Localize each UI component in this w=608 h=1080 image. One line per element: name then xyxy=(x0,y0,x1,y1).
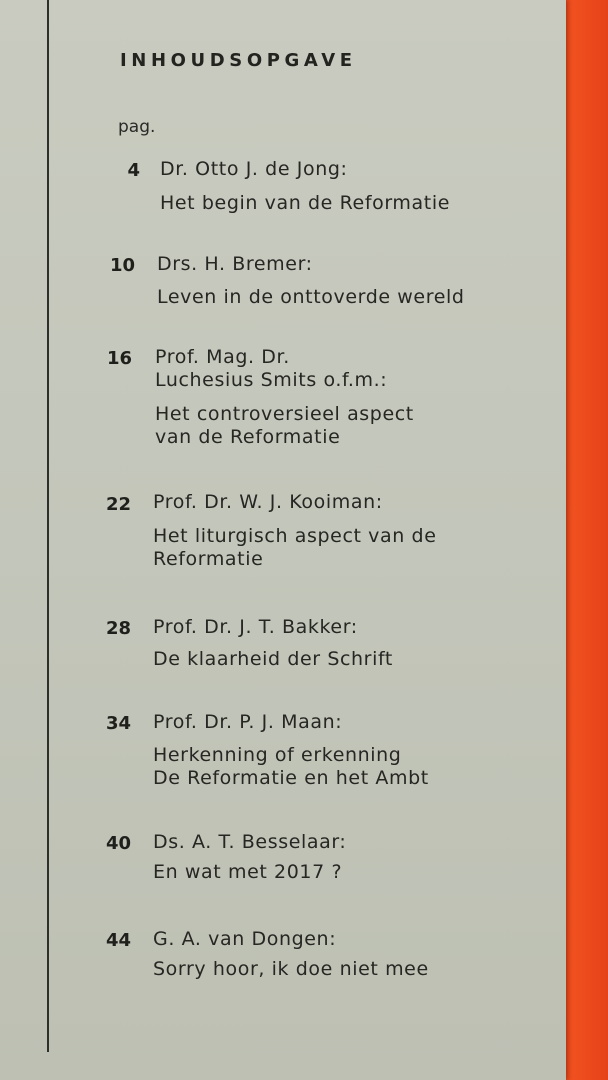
page-title: INHOUDSOPGAVE xyxy=(120,50,357,71)
page-number: 4 xyxy=(127,160,140,181)
margin-rule xyxy=(47,0,49,1052)
entry-author: Drs. H. Bremer: xyxy=(157,253,313,275)
entry-author: Dr. Otto J. de Jong: xyxy=(160,158,348,180)
entry-author: Prof. Dr. J. T. Bakker: xyxy=(153,616,358,638)
entry-title-line: Reformatie xyxy=(153,548,264,570)
page-number: 40 xyxy=(105,833,131,854)
entry-author: Prof. Mag. Dr. xyxy=(155,346,290,368)
page-column-label: pag. xyxy=(118,117,156,137)
entry-author: G. A. van Dongen: xyxy=(153,928,337,950)
entry-title-line: Het controversieel aspect xyxy=(155,403,414,425)
entry-title-line: De klaarheid der Schrift xyxy=(153,648,393,670)
page-number: 44 xyxy=(105,930,131,951)
entry-title-line: Leven in de onttoverde wereld xyxy=(157,286,465,308)
entry-author-line-2: Luchesius Smits o.f.m.: xyxy=(155,369,388,391)
page-number: 22 xyxy=(105,494,131,515)
entry-title-line: Het begin van de Reformatie xyxy=(160,192,450,214)
page-number: 16 xyxy=(106,348,132,369)
entry-title-line: van de Reformatie xyxy=(155,426,341,448)
page-number: 34 xyxy=(105,713,131,734)
entry-title-line: Het liturgisch aspect van de xyxy=(153,525,437,547)
entry-title-line: Sorry hoor, ik doe niet mee xyxy=(153,958,429,980)
entry-author: Prof. Dr. P. J. Maan: xyxy=(153,711,343,733)
entry-title-line: De Reformatie en het Ambt xyxy=(153,767,429,789)
entry-author: Ds. A. T. Besselaar: xyxy=(153,831,347,853)
entry-title-line: Herkenning of erkenning xyxy=(153,744,402,766)
entry-title-line: En wat met 2017 ? xyxy=(153,861,343,883)
page-number: 10 xyxy=(109,255,135,276)
entry-author: Prof. Dr. W. J. Kooiman: xyxy=(153,491,383,513)
page-number: 28 xyxy=(105,618,131,639)
